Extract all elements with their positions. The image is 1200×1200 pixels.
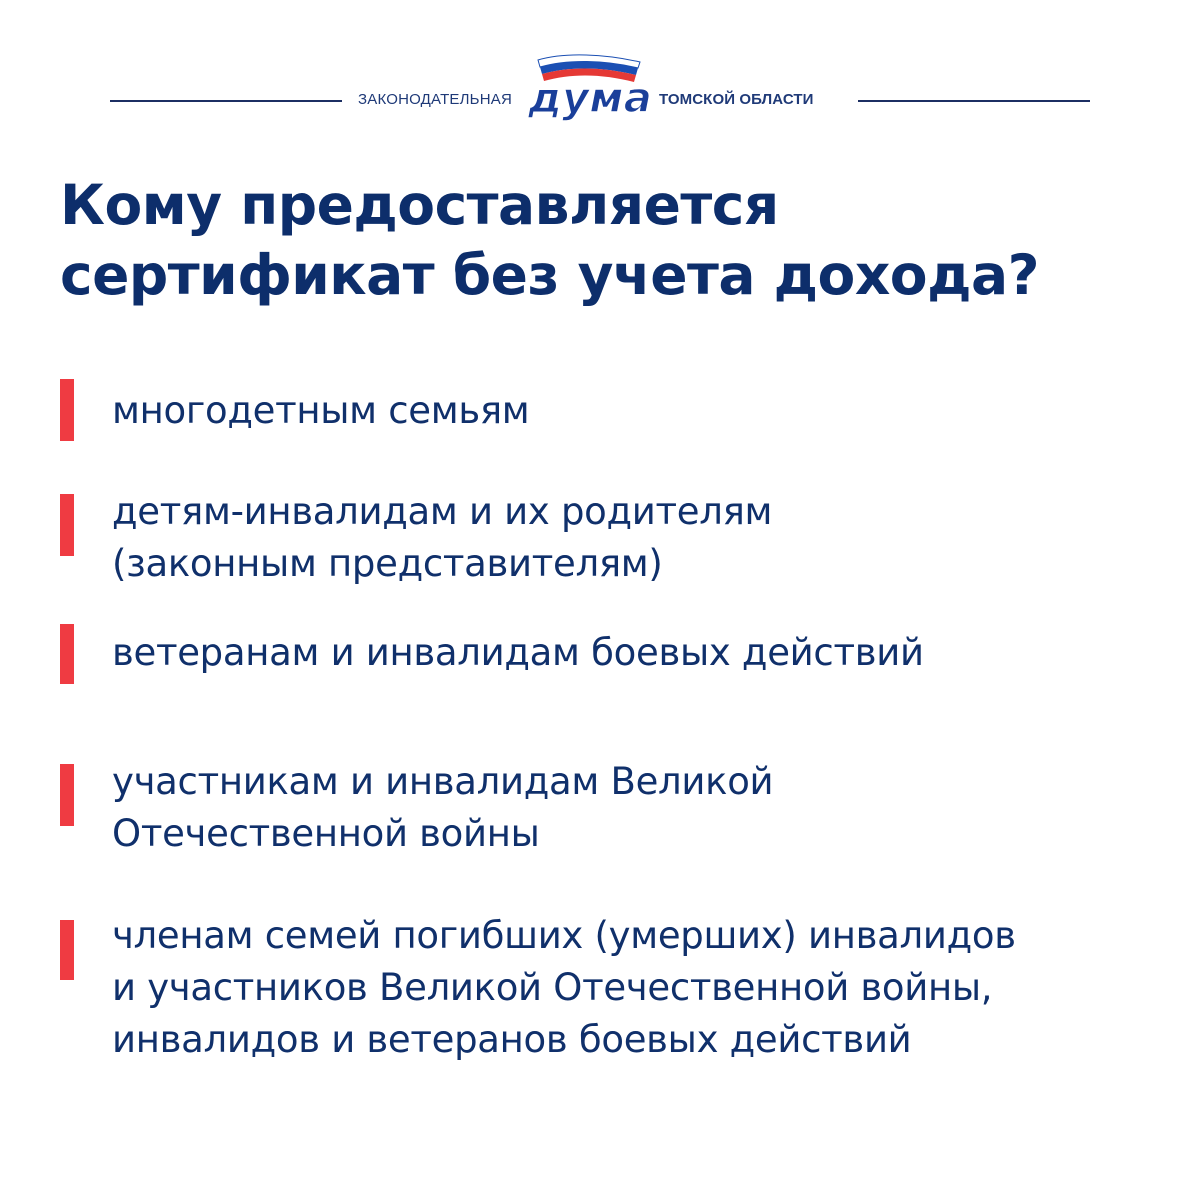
logo-wordmark (527, 73, 652, 122)
list-item-line: инвалидов и ветеранов боевых действий (112, 1018, 912, 1061)
header-left-text: ЗАКОНОДАТЕЛЬНАЯ (358, 91, 512, 108)
list-item-line: членам семей погибших (умерших) инвалидов (112, 914, 1016, 957)
list-item-line: (законным представителям) (112, 542, 663, 585)
header-rule-right (858, 100, 1090, 102)
header-right-text: ТОМСКОЙ ОБЛАСТИ (659, 91, 814, 108)
header-rule-left (110, 100, 342, 102)
title-line-1: Кому предоставляется (60, 173, 779, 237)
logo-text: дума (528, 73, 652, 122)
list-item-line: детям-инвалидам и их родителям (112, 490, 773, 533)
title-line-2: сертификат без учета дохода? (60, 243, 1040, 307)
list-marker (60, 494, 74, 556)
duma-logo (520, 50, 660, 124)
list-marker (60, 920, 74, 980)
list-item-line: многодетным семьям (112, 389, 530, 432)
list-item-line: Отечественной войны (112, 812, 540, 855)
list-marker (60, 624, 74, 684)
list-item-line: ветеранам и инвалидам боевых действий (112, 631, 924, 674)
list-item-line: участникам и инвалидам Великой (112, 760, 774, 803)
list-marker (60, 764, 74, 826)
list-marker (60, 379, 74, 441)
list-item-text (112, 627, 924, 679)
list-item-text (112, 486, 772, 590)
list-item-text (112, 910, 1016, 1066)
list-item-text (112, 756, 773, 860)
list-item-line: и участников Великой Отечественной войны, (112, 966, 993, 1009)
page-title (60, 170, 1140, 310)
list-item-text (112, 385, 529, 437)
